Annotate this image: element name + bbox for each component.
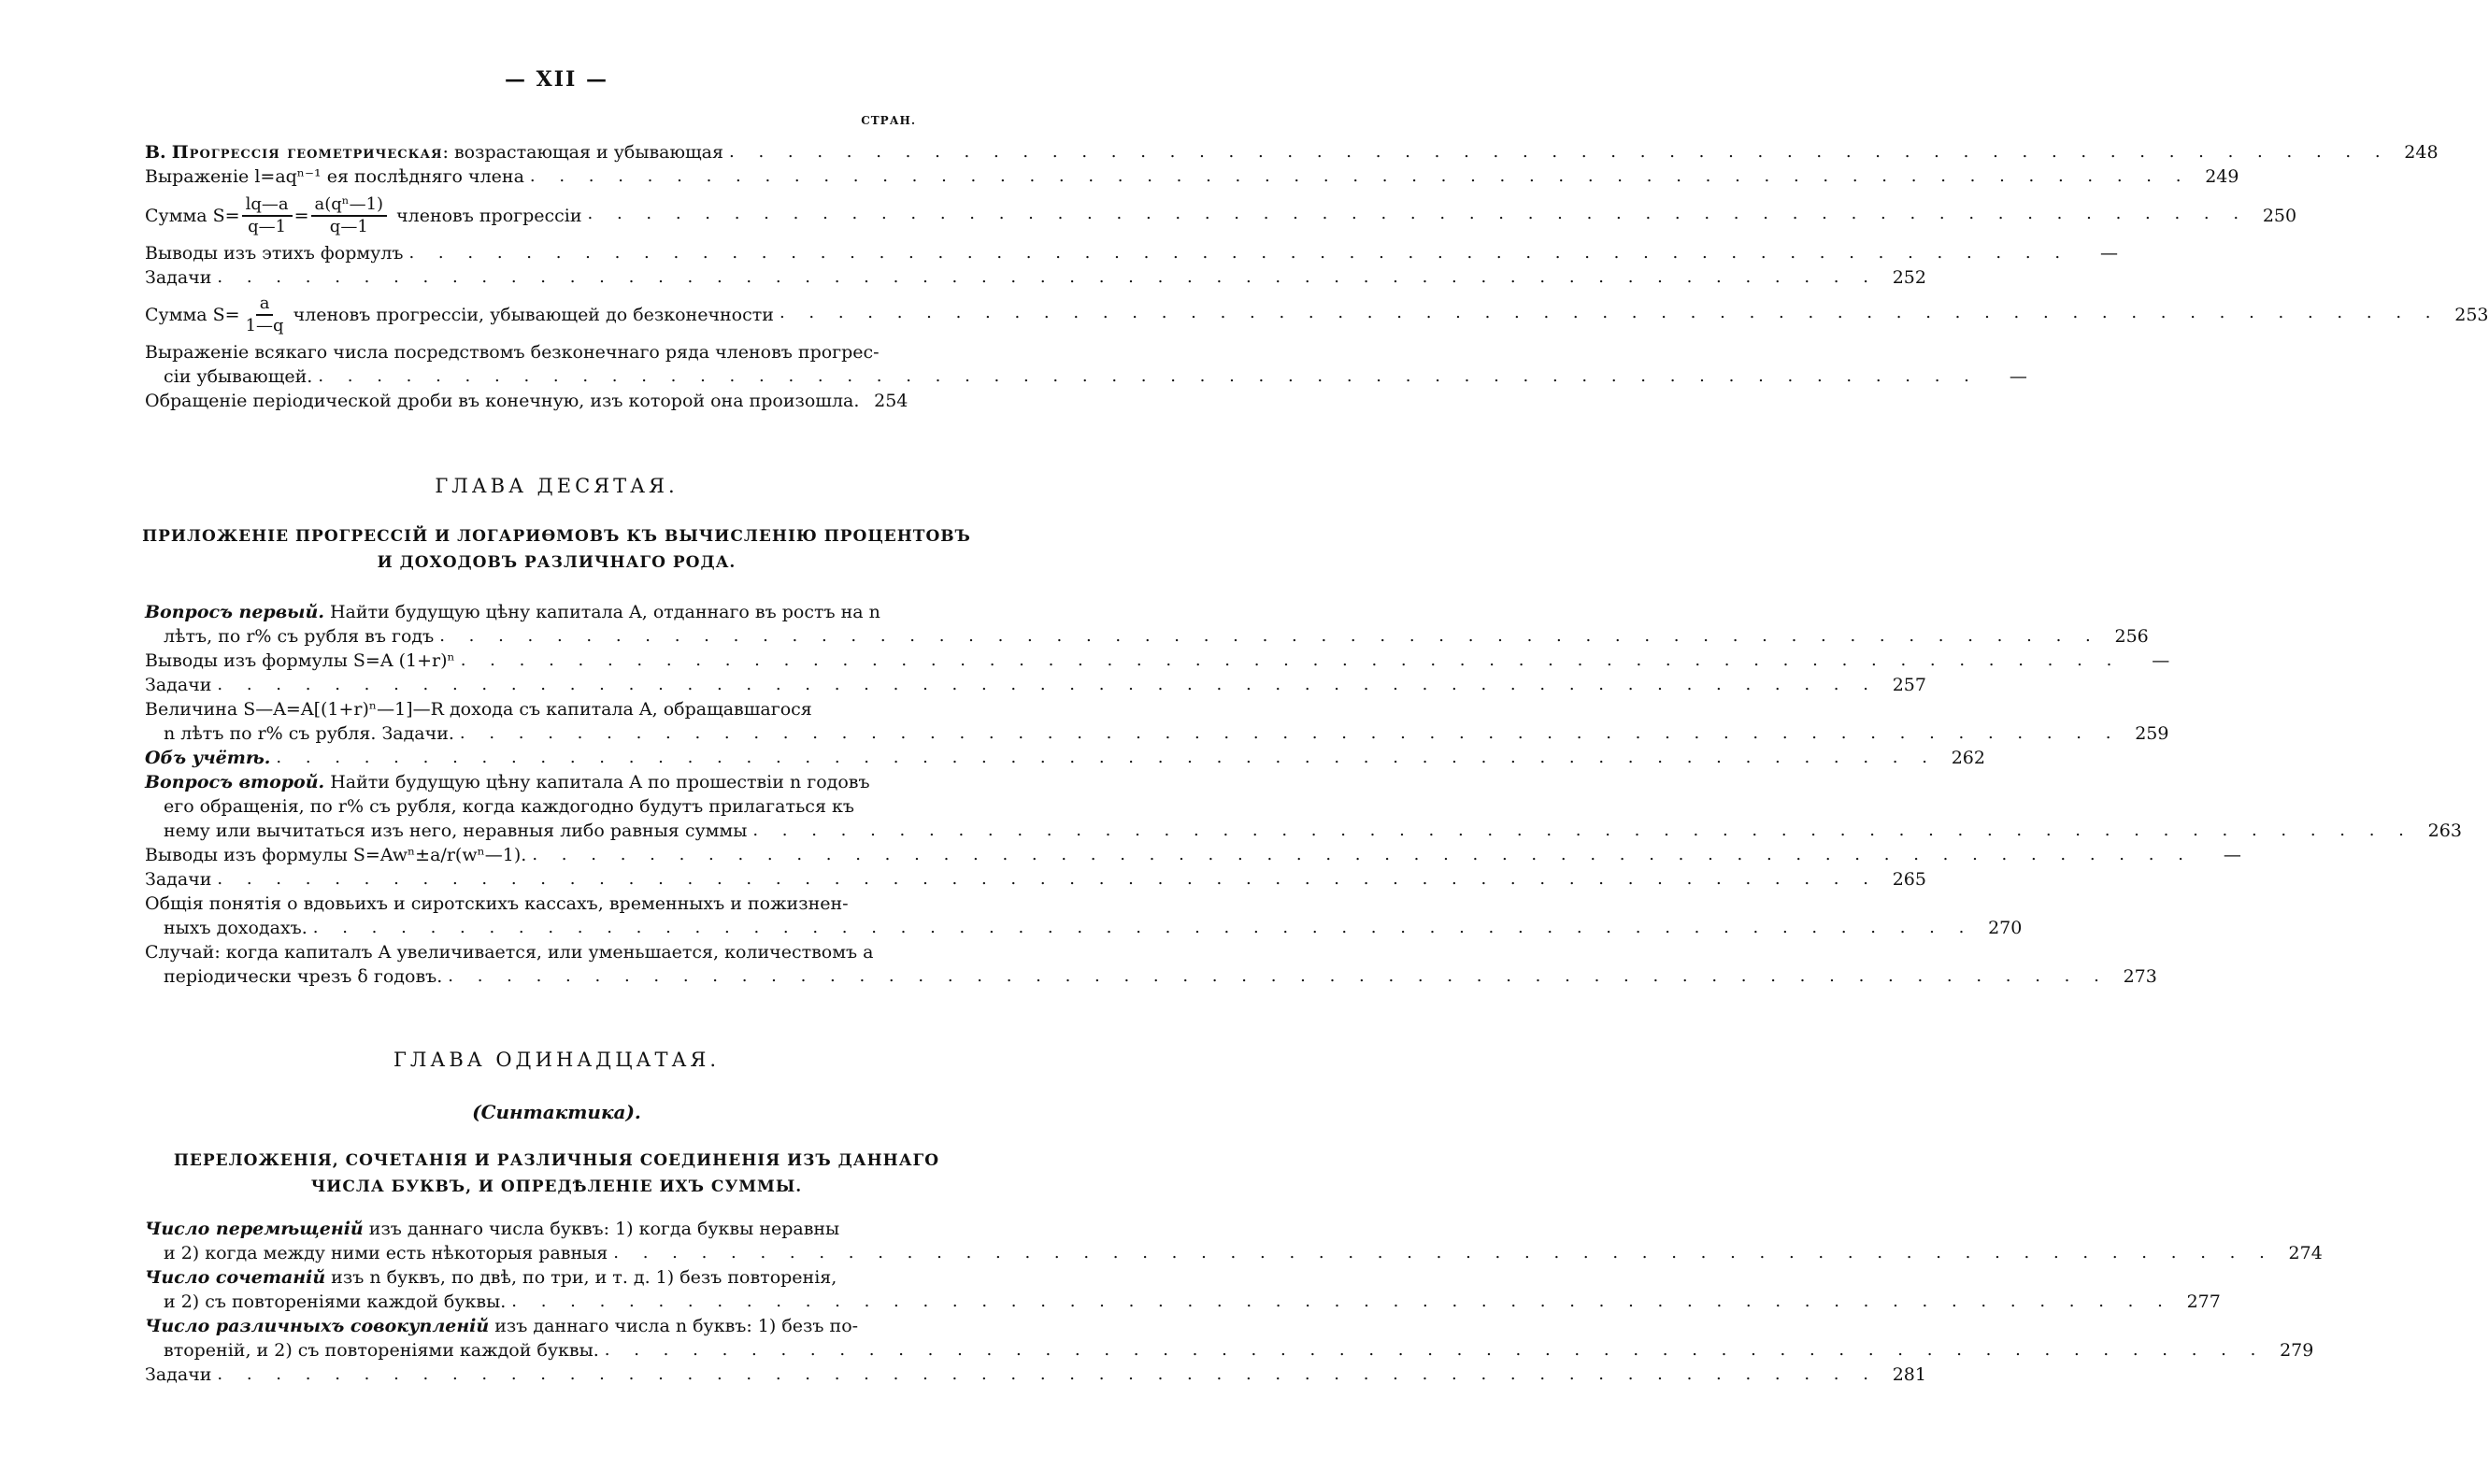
entry-text: Выводы изъ формулы S=Awⁿ±a/r(wⁿ—1). — [145, 845, 527, 865]
toc-entry[interactable] — [145, 964, 2157, 989]
leader-dots: . . . . . . . . . . . . . . . . . . . . . . . . . . . . . . . . . . . . . . . . . . . . . . . . . . . . . . . . . — [729, 142, 2390, 162]
section-b-toc — [145, 140, 2489, 413]
toc-entry[interactable] — [145, 1241, 2323, 1265]
page-ref: — — [2009, 366, 2027, 387]
toc-entry[interactable] — [145, 843, 2241, 867]
page-ref: 256 — [2114, 626, 2149, 647]
entry-label: Вопросъ первый. — [145, 602, 324, 622]
entry-text: членовъ прогрессіи, убывающей до безконечности — [293, 305, 774, 325]
entry-text: Сумма S= — [145, 305, 240, 325]
toc-entry[interactable] — [145, 164, 2239, 189]
chapter-10-subtitle: ПРИЛОЖЕНІЕ ПРОГРЕССІЙ И ЛОГАРИѲМОВЪ КЪ ВЫЧИСЛЕНІЮ ПРОЦЕНТОВЪ — [142, 527, 971, 546]
entry-label: Вопросъ второй. — [145, 772, 325, 792]
chapter-11-subtitle: ЧИСЛА БУКВЪ, И ОПРЕДѢЛЕНІЕ ИХЪ СУММЫ. — [310, 1177, 803, 1196]
entry-text: Сумма S= — [145, 206, 240, 226]
page-ref: 249 — [2205, 166, 2239, 187]
page-ref: 248 — [2404, 142, 2439, 163]
entry-text: лѣтъ, по r% съ рубля въ годъ — [164, 626, 435, 647]
entry-label: Число перемѣщеній — [145, 1219, 364, 1239]
page-ref: 262 — [1951, 748, 1985, 768]
toc-entry[interactable] — [145, 721, 2169, 746]
entry-text: Задачи — [145, 267, 212, 288]
leader-dots: . . . . . . . . . . . . . . . . . . . . . . . . . . . . . . . . . . . . . . . . . . . . . . . . . . . . . . . . . — [217, 1364, 1878, 1384]
entry-text: : возрастающая и убывающая — [442, 142, 723, 163]
entry-text: вторeній, и 2) съ повтореніями каждой буквы. — [164, 1340, 599, 1361]
entry-text: Задачи — [145, 675, 212, 695]
page-ref: 281 — [1892, 1364, 1926, 1385]
toc-entry[interactable] — [145, 140, 2439, 164]
leader-dots: . . . . . . . . . . . . . . . . . . . . . . . . . . . . . . . . . . . . . . . . . . . . . . . . . . . . . . . . . — [276, 748, 1937, 767]
entry-text: періодически чрезъ δ годовъ. — [164, 966, 443, 987]
entry-text: Задачи — [145, 869, 212, 890]
leader-dots: . . . . . . . . . . . . . . . . . . . . . . . . . . . . . . . . . . . . . . . . . . . . . . . . . . . . . . . . . — [217, 675, 1878, 694]
entry-text: Выводы изъ формулы S=A (1+r)ⁿ — [145, 650, 455, 671]
toc-entry-line — [145, 1314, 921, 1338]
toc-entry[interactable] — [145, 746, 1985, 770]
toc-entry[interactable] — [145, 194, 2297, 237]
leader-dots: . . . . . . . . . . . . . . . . . . . . . . . . . . . . . . . . . . . . . . . . . . . . . . . . . . . . . . . . . — [532, 845, 2193, 864]
entry-text: членовъ прогрессіи — [396, 206, 582, 226]
page-ref: 257 — [1892, 675, 1926, 695]
page-ref: 270 — [1988, 918, 2023, 938]
chapter-11-toc — [145, 1217, 2323, 1387]
leader-dots: . . . . . . . . . . . . . . . . . . . . . . . . . . . . . . . . . . . . . . . . . . . . . . . . . . . . . . . . . — [217, 267, 1878, 287]
chapter-11-title: ГЛАВА ОДИНАДЦАТАЯ. — [393, 1049, 720, 1071]
page-ref: 279 — [2280, 1340, 2314, 1361]
toc-entry-line — [145, 600, 921, 624]
section-title: Прогрессія геометрическая — [171, 142, 443, 163]
leader-dots: . . . . . . . . . . . . . . . . . . . . . . . . . . . . . . . . . . . . . . . . . . . . . . . . . . . . . . . . . — [217, 869, 1878, 889]
entry-text: Выраженіе l=aqⁿ⁻¹ ея послѣдняго члена — [145, 166, 524, 187]
chapter-11-italic-subtitle: (Синтактика). — [472, 1101, 641, 1123]
entry-text: Обращеніе періодической дроби въ конечную, изъ которой она произошла. — [145, 391, 860, 411]
toc-entry[interactable] — [145, 265, 1926, 290]
fraction: $\frac{a}{1—q}$ — [245, 293, 284, 335]
pages-column-label: СТРАН. — [861, 114, 916, 127]
toc-entry[interactable] — [145, 293, 2489, 336]
leader-dots: . . . . . . . . . . . . . . . . . . . . . . . . . . . . . . . . . . . . . . . . . . . . . . . . . . . . . . . . . — [459, 723, 2121, 743]
fraction: $\frac{lq—a}{q—1}$ — [242, 194, 293, 237]
entry-text: и 2) съ повтореніями каждой буквы. — [164, 1291, 507, 1312]
toc-entry[interactable] — [145, 673, 1926, 697]
entry-text: ныхъ доходахъ. — [164, 918, 308, 938]
toc-entry-line — [145, 770, 921, 794]
entry-text: нему или вычитаться изъ него, неравныя либо равныя суммы — [164, 820, 748, 841]
entry-text: его обращенія, по r% съ рубля, когда каждогодно будутъ прилагаться къ — [164, 796, 854, 817]
entry-text: изъ даннаго числа буквъ: 1) когда буквы неравны — [363, 1219, 840, 1239]
leader-dots: . . . . . . . . . . . . . . . . . . . . . . . . . . . . . . . . . . . . . . . . . . . . . . . . . . . . . . . . . — [460, 650, 2122, 670]
page-ref: 254 — [874, 391, 908, 411]
entry-label: Число различныхъ совокупленій — [145, 1316, 490, 1336]
leader-dots: . . . . . . . . . . . . . . . . . . . . . . . . . . . . . . . . . . . . . . . . . . . . . . . . . . . . . . . . . — [318, 366, 1979, 386]
page-ref: 263 — [2427, 820, 2462, 841]
toc-entry[interactable] — [145, 1363, 1926, 1387]
entry-text: Случай: когда капиталъ A увеличивается, или уменьшается, количествомъ a — [145, 942, 874, 963]
toc-entry-line — [145, 1217, 921, 1241]
page-ref: 274 — [2288, 1243, 2323, 1263]
page-ref: — — [2223, 845, 2241, 865]
entry-text: Найти будущую цѣну капитала A, отданнаго въ ростъ на n — [323, 602, 880, 622]
toc-entry[interactable] — [145, 649, 2170, 673]
leader-dots: . . . . . . . . . . . . . . . . . . . . . . . . . . . . . . . . . . . . . . . . . . . . . . . . . . . . . . . . . — [511, 1291, 2172, 1311]
entry-text: сіи убывающей. — [164, 366, 313, 387]
entry-text: Найти будущую цѣну капитала A по прошествіи n годовъ — [324, 772, 870, 792]
leader-dots: . . . . . . . . . . . . . . . . . . . . . . . . . . . . . . . . . . . . . . . . . . . . . . . . . . . . . . . . . — [604, 1340, 2266, 1360]
page-ref: — — [2100, 243, 2119, 264]
leader-dots: . . . . . . . . . . . . . . . . . . . . . . . . . . . . . . . . . . . . . . . . . . . . . . . . . . . . . . . . . — [752, 820, 2413, 840]
leader-dots: . . . . . . . . . . . . . . . . . . . . . . . . . . . . . . . . . . . . . . . . . . . . . . . . . . . . . . . . . — [408, 243, 2070, 263]
entry-text: Величина S—A=A[(1+r)ⁿ—1]—R дохода съ капитала A, обращавшагося — [145, 699, 812, 720]
toc-entry[interactable] — [145, 624, 2149, 649]
toc-entry[interactable] — [145, 1290, 2221, 1314]
section-letter: В. — [145, 142, 166, 163]
chapter-10-title: ГЛАВА ДЕСЯТАЯ. — [435, 475, 679, 497]
toc-entry[interactable] — [145, 389, 921, 413]
equals-sign: = — [293, 206, 309, 226]
toc-entry[interactable] — [145, 1338, 2314, 1363]
entry-text: и 2) когда между ними есть нѣкоторыя равныя — [164, 1243, 608, 1263]
entry-text: n лѣтъ по r% съ рубля. Задачи. — [164, 723, 454, 744]
toc-entry[interactable] — [145, 241, 2119, 265]
entry-text: Выводы изъ этихъ формулъ — [145, 243, 404, 264]
page-ref: 277 — [2186, 1291, 2221, 1312]
page-ref: 259 — [2135, 723, 2169, 744]
toc-entry[interactable] — [145, 916, 2023, 940]
page-ref: 273 — [2123, 966, 2157, 987]
chapter-10-toc — [145, 600, 2462, 989]
fraction: $\frac{\text{a(qⁿ—1)}}{q—1}$ — [311, 194, 388, 237]
entry-text: Выраженіе всякаго числа посредствомъ безконечнаго ряда членовъ прогрес- — [145, 342, 880, 363]
leader-dots: . . . . . . . . . . . . . . . . . . . . . . . . . . . . . . . . . . . . . . . . . . . . . . . . . . . . . . . . . — [312, 918, 1974, 937]
leader-dots: . . . . . . . . . . . . . . . . . . . . . . . . . . . . . . . . . . . . . . . . . . . . . . . . . . . . . . . . . — [439, 626, 2100, 646]
leader-dots: . . . . . . . . . . . . . . . . . . . . . . . . . . . . . . . . . . . . . . . . . . . . . . . . . . . . . . . . . — [448, 966, 2109, 986]
entry-text: изъ n буквъ, по двѣ, по три, и т. д. 1) безъ повторенія, — [325, 1267, 837, 1288]
page-ref: 253 — [2454, 305, 2489, 325]
toc-entry[interactable] — [145, 819, 2462, 843]
leader-dots: . . . . . . . . . . . . . . . . . . . . . . . . . . . . . . . . . . . . . . . . . . . . . . . . . . . . . . . . . — [613, 1243, 2274, 1263]
entry-text: Общія понятія о вдовьихъ и сиротскихъ кассахъ, временныхъ и пожизнен- — [145, 893, 849, 914]
toc-entry[interactable] — [145, 364, 2027, 389]
entry-text: Объ учётѣ. — [145, 748, 271, 768]
leader-dots: . . . . . . . . . . . . . . . . . . . . . . . . . . . . . . . . . . . . . . . . . . . . . . . . . . . . . . . . . — [529, 166, 2191, 186]
leader-dots: . . . . . . . . . . . . . . . . . . . . . . . . . . . . . . . . . . . . . . . . . . . . . . . . . . . . . . . . . — [587, 204, 2249, 223]
chapter-11-subtitle: ПЕРЕЛОЖЕНІЯ, СОЧЕТАНІЯ И РАЗЛИЧНЫЯ СОЕДИНЕНІЯ ИЗЪ ДАННАГО — [173, 1151, 940, 1170]
page-ref: 252 — [1892, 267, 1926, 288]
chapter-10-subtitle: И ДОХОДОВЪ РАЗЛИЧНАГО РОДА. — [377, 553, 737, 572]
page-ref: — — [2152, 650, 2170, 671]
toc-entry-line — [145, 1265, 921, 1290]
page-number: — XII — — [505, 67, 608, 92]
entry-text: Задачи — [145, 1364, 212, 1385]
entry-text: изъ даннаго числа n буквъ: 1) безъ по- — [489, 1316, 859, 1336]
leader-dots: . . . . . . . . . . . . . . . . . . . . . . . . . . . . . . . . . . . . . . . . . . . . . . . . . . . . . . . . . — [779, 303, 2440, 322]
toc-entry[interactable] — [145, 867, 1926, 892]
entry-label: Число сочетаній — [145, 1267, 326, 1288]
page-ref: 250 — [2262, 206, 2297, 226]
page-ref: 265 — [1892, 869, 1926, 890]
